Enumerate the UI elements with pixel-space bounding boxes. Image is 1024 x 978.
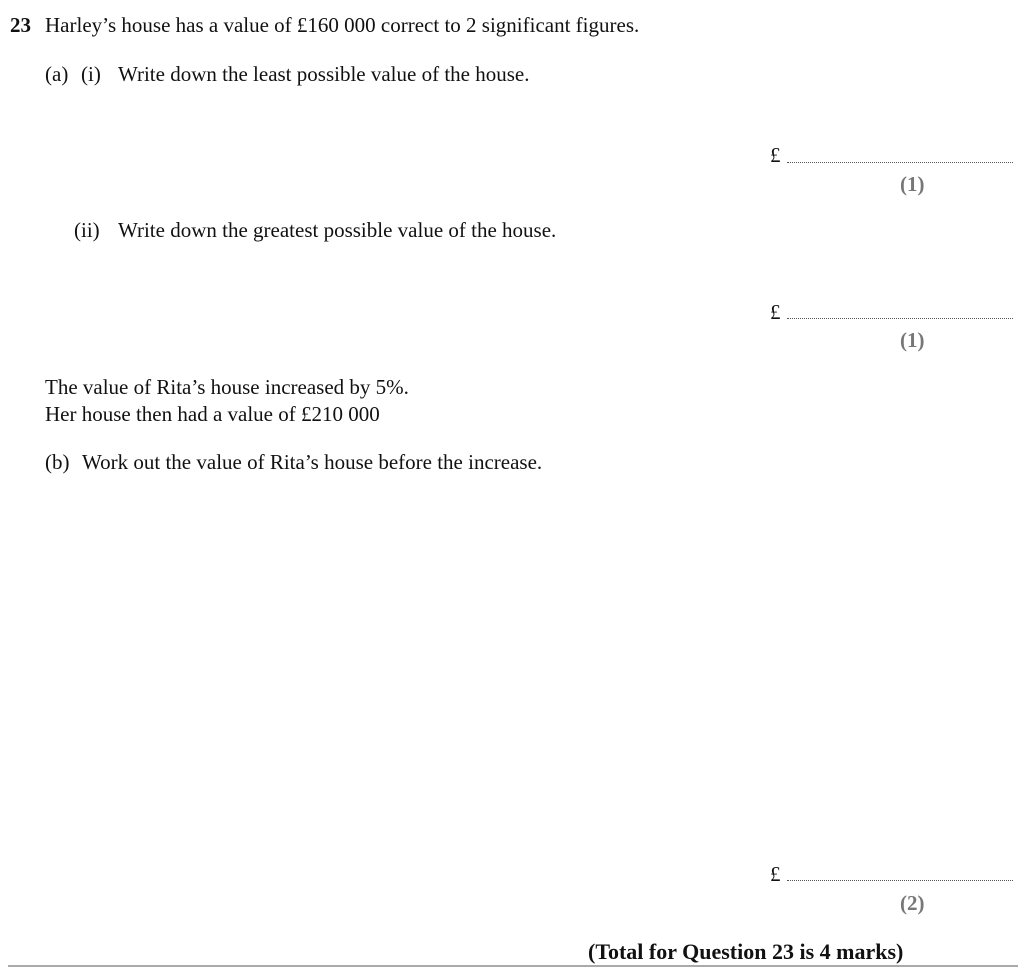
part-a-i-question: Write down the least possible value of the house. (118, 62, 530, 86)
answer-a-ii-line[interactable] (787, 318, 1013, 319)
question-number: 23 (10, 13, 31, 37)
answer-a-ii-currency: £ (770, 300, 781, 324)
part-a-label: (a) (45, 62, 69, 86)
part-b-label: (b) (45, 450, 70, 474)
total-marks: (Total for Question 23 is 4 marks) (588, 939, 904, 964)
answer-a-i-currency: £ (770, 143, 781, 167)
answer-b-currency: £ (770, 862, 781, 886)
context-line-2: Her house then had a value of £210 000 (45, 402, 380, 426)
part-a-ii-question: Write down the greatest possible value of the house. (118, 218, 557, 242)
part-b-question: Work out the value of Rita’s house before the increase. (82, 450, 543, 474)
marks-a-ii: (1) (900, 328, 925, 352)
marks-b: (2) (900, 891, 925, 915)
part-a-i-label: (i) (81, 62, 101, 86)
context-line-1: The value of Rita’s house increased by 5%. (45, 375, 409, 399)
part-a-ii-label: (ii) (74, 218, 100, 242)
answer-a-i-line[interactable] (787, 162, 1013, 163)
marks-a-i: (1) (900, 172, 925, 196)
answer-b-line[interactable] (787, 880, 1013, 881)
question-divider (8, 965, 1018, 967)
question-stem: Harley’s house has a value of £160 000 correct to 2 significant figures. (45, 13, 640, 37)
